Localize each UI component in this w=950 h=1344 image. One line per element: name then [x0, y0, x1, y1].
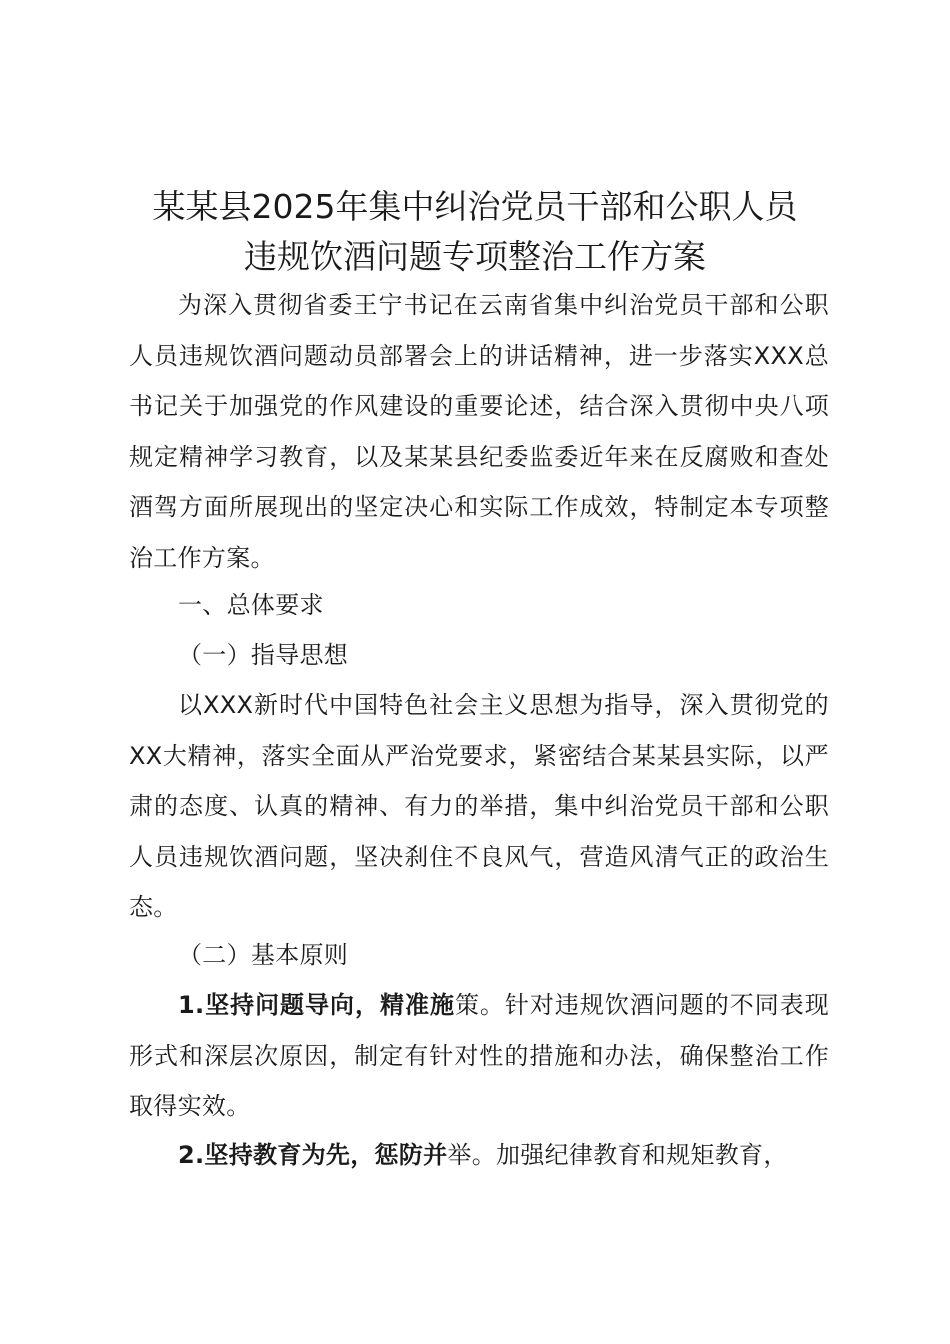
principle-2-lead: 2.坚持教育为先，惩防并 — [178, 1141, 448, 1169]
section-heading-overall-requirements: 一、总体要求 — [178, 591, 324, 619]
principle-1-lead: 1.坚持问题导向，精准施 — [178, 991, 455, 1019]
subsection-heading-guiding-ideology: （一）指导思想 — [178, 641, 349, 669]
principle-2-text: 举。加强纪律教育和规矩教育， — [447, 1141, 788, 1169]
subsection-heading-basic-principles: （二）基本原则 — [178, 941, 349, 969]
document-title-line-1: 某某县2025年集中纠治党员干部和公职人员 — [152, 187, 798, 226]
principle-1-paragraph — [129, 980, 829, 1132]
principle-1-text: 策。针对违规饮酒问题的不同表现形式和深层次原因，制定有针对性的措施和办法，确保整治工作取得实效。 — [129, 991, 829, 1121]
document-title-line-2: 违规饮酒问题专项整治工作方案 — [244, 237, 706, 276]
principle-2-paragraph — [129, 1130, 829, 1181]
intro-paragraph: 为深入贯彻省委王宁书记在云南省集中纠治党员干部和公职人员违规饮酒问题动员部署会上的讲话精神，进一步落实XXX总书记关于加强党的作风建设的重要论述，结合深入贯彻中央八项规定精神学习教育，以及某某县纪委监委近年来在反腐败和查处酒驾方面所展现出的坚定决心和实际工作成效，特制定本专项整治工作方案。 — [129, 291, 829, 572]
guiding-ideology-paragraph: 以XXX新时代中国特色社会主义思想为指导，深入贯彻党的XX大精神，落实全面从严治党要求，紧密结合某某县实际，以严肃的态度、认真的精神、有力的举措，集中纠治党员干部和公职人员违规饮酒问题，坚决刹住不良风气，营造风清气正的政治生态。 — [129, 691, 829, 922]
